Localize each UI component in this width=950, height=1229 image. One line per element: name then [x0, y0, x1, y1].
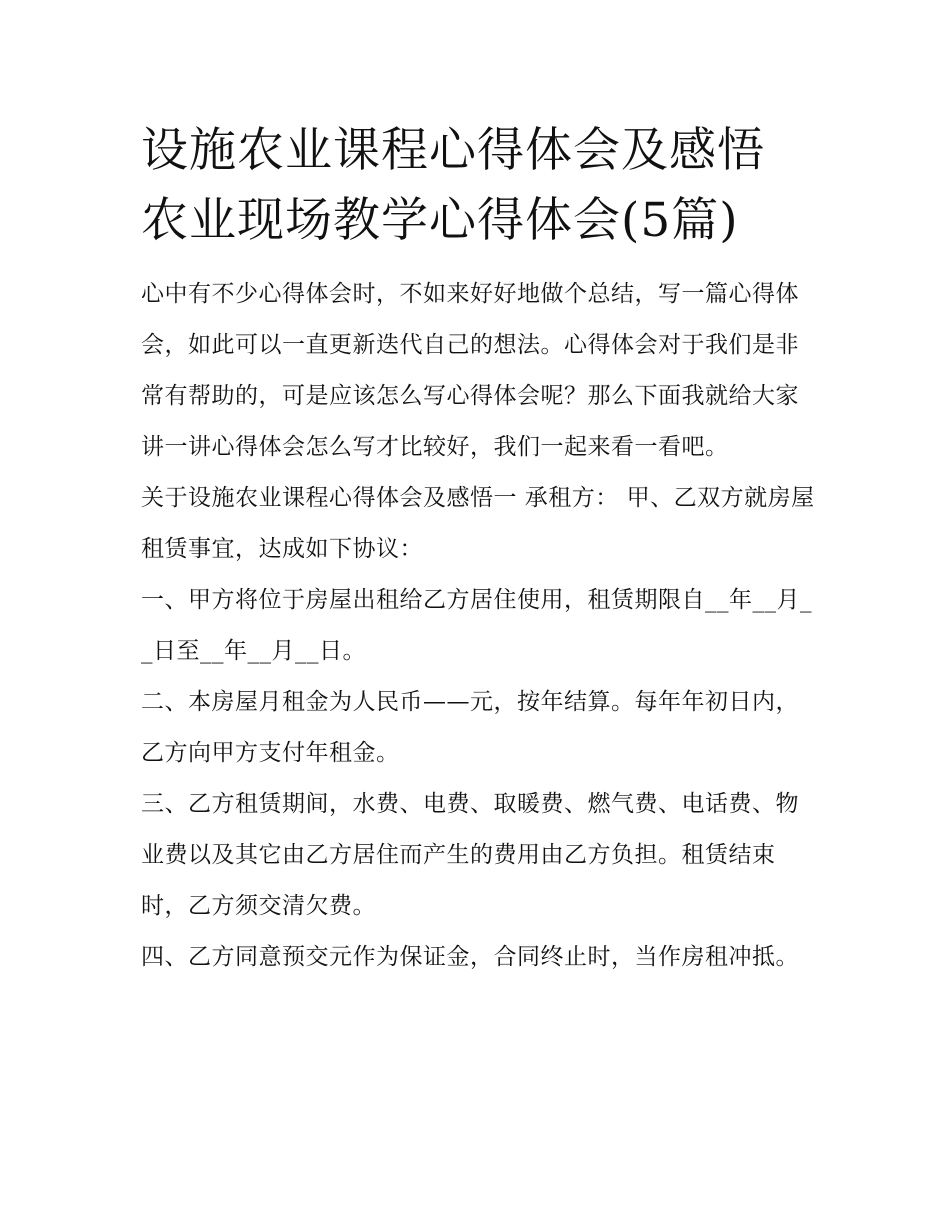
- section-heading-paragraph: 关于设施农业课程心得体会及感悟一 承租方： 甲、乙双方就房屋租赁事宜，达成如下协议：: [141, 485, 815, 562]
- title-line-2: 农业现场教学心得体会(5篇): [141, 193, 739, 248]
- clause-two-paragraph: 二、本房屋月租金为人民币——元，按年结算。每年年初日内，乙方向甲方支付年租金。: [141, 689, 799, 766]
- clause-four-paragraph: 四、乙方同意预交元作为保证金，合同终止时，当作房租冲抵。: [141, 944, 799, 970]
- document-content: [141, 116, 816, 983]
- title-line-1: 设施农业课程心得体会及感悟: [141, 123, 765, 178]
- intro-paragraph: 心中有不少心得体会时，不如来好好地做个总结，写一篇心得体会，如此可以一直更新迭代自己的想法。心得体会对于我们是非常有帮助的，可是应该怎么写心得体会呢？那么下面我就给大家讲一讲心得体会怎么写才比较好，我们一起来看一看吧。: [141, 281, 799, 460]
- document-title: [141, 116, 816, 256]
- clause-three-paragraph: 三、乙方租赁期间，水费、电费、取暖费、燃气费、电话费、物业费以及其它由乙方居住而产生的费用由乙方负担。租赁结束时，乙方须交清欠费。: [141, 791, 799, 919]
- clause-one-paragraph: 一、甲方将位于房屋出租给乙方居住使用，租赁期限自__年__月__日至__年__月__日。: [141, 587, 812, 664]
